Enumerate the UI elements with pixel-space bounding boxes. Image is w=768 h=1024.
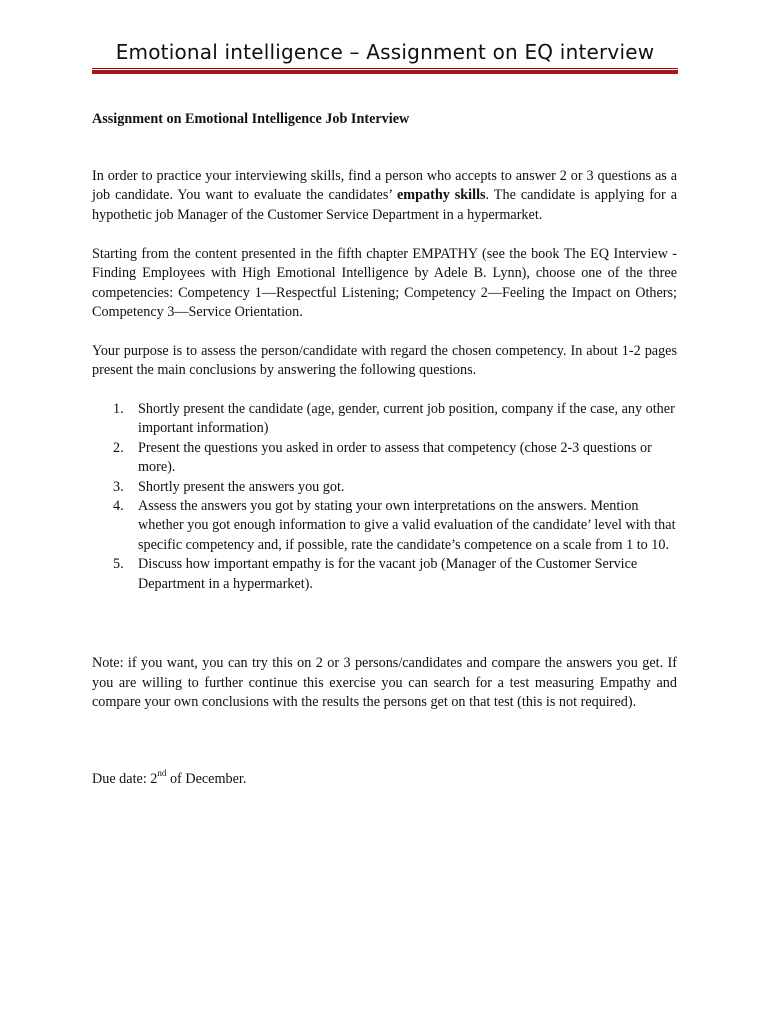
intro-paragraph xyxy=(92,167,677,225)
list-item xyxy=(92,497,677,555)
page-header-title: Emotional intelligence – Assignment on EQ interview xyxy=(115,40,655,64)
list-item-number: 4. xyxy=(113,498,124,515)
header-rule-thin xyxy=(92,68,678,69)
list-item-number: 3. xyxy=(113,478,124,495)
intro-bold-term: empathy skills xyxy=(397,187,486,204)
questions-list-container xyxy=(92,400,677,594)
header-rule-thick xyxy=(92,70,678,74)
competency-paragraph: Starting from the content presented in the fifth chapter EMPATHY (see the book The EQ Interview - Finding Employees with High Emotional Intelligence by Adele B. Lynn), choose one of the three competencies: Competency 1—Respectful Listening; Competency 2—Feeling the Impact on Others; Competency 3—Service Orientation. xyxy=(92,246,677,321)
assignment-heading: Assignment on Emotional Intelligence Job Interview xyxy=(92,111,410,127)
list-item-text: Assess the answers you got by stating your own interpretations on the answers. Mention whether you got enough information to give a valid evaluation of the candidate’ level with that specific competency and, if possible, rate the candidate’s competence on a scale from 1 to 10. xyxy=(138,498,676,553)
list-item xyxy=(92,478,677,497)
due-date-prefix: Due date: 2 xyxy=(92,771,158,788)
list-item-text: Present the questions you asked in order to assess that competency (chose 2-3 questions or more). xyxy=(138,439,652,476)
due-date-suffix: of December. xyxy=(166,771,247,788)
purpose-paragraph: Your purpose is to assess the person/candidate with regard the chosen competency. In about 1-2 pages present the main conclusions by answering the following questions. xyxy=(92,343,677,379)
list-item xyxy=(92,439,677,478)
intro-text-end: . The candidate is applying for a hypothetic job Manager of the Customer Service Department in a hypermarket. xyxy=(92,187,677,223)
list-item-number: 5. xyxy=(113,556,124,573)
due-date xyxy=(92,770,677,789)
due-date-ordinal: nd xyxy=(157,768,167,779)
list-item-text: Shortly present the candidate (age, gender, current job position, company if the case, any other important information) xyxy=(138,401,675,437)
list-item xyxy=(92,555,677,594)
list-item xyxy=(92,400,677,439)
note-paragraph: Note: if you want, you can try this on 2 or 3 persons/candidates and compare the answers you get. If you are willing to further continue this exercise you can search for a test measuring Empathy and compare your own conclusions with the results the persons get on that test (this is not required). xyxy=(92,655,677,710)
list-item-text: Discuss how important empathy is for the vacant job (Manager of the Customer Service Department in a hypermarket). xyxy=(138,556,638,592)
list-item-number: 2. xyxy=(113,439,124,456)
questions-list xyxy=(92,400,677,594)
intro-text-start: In order to practice your interviewing skills, find a person who accepts to answer 2 or 3 questions as a job candidate. You want to evaluate the candidates’ xyxy=(92,168,677,204)
list-item-text: Shortly present the answers you got. xyxy=(138,478,345,495)
list-item-number: 1. xyxy=(113,401,124,417)
